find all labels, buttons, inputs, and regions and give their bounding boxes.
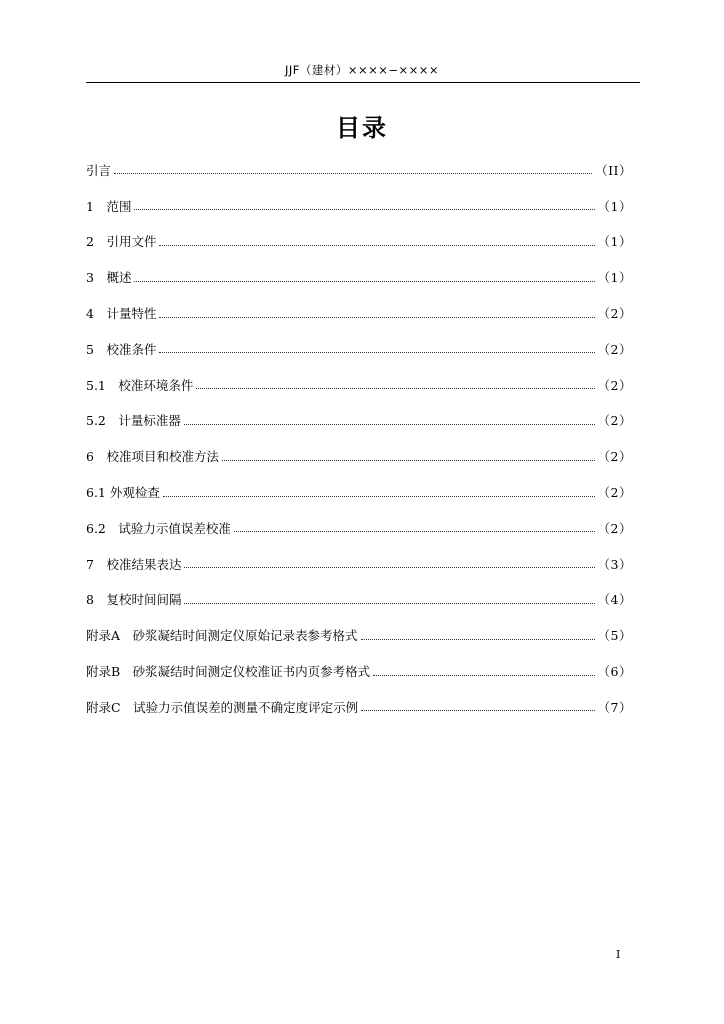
toc-entry-label: 2 引用文件 — [86, 234, 157, 250]
toc-entry-label: 7 校准结果表达 — [86, 556, 182, 572]
toc-entry-label: 6.1 外观检查 — [86, 485, 160, 501]
dot-leader — [159, 245, 594, 246]
dot-leader — [234, 531, 595, 532]
page-title: 目录 — [336, 114, 388, 142]
toc-entry-page: （2） — [597, 306, 632, 322]
toc-entry-recalibration-interval[interactable] — [86, 582, 632, 618]
dot-leader — [361, 639, 595, 640]
toc-entry-page: （2） — [597, 520, 632, 536]
toc-entry-label: 附录B 砂浆凝结时间测定仪校准证书内页参考格式 — [86, 664, 371, 680]
toc-entry-measurement-standards[interactable] — [86, 403, 632, 439]
dot-leader — [159, 317, 594, 318]
toc-entry-label: 5.2 计量标准器 — [86, 413, 181, 429]
dot-leader — [184, 424, 595, 425]
toc-entry-label: 3 概述 — [86, 270, 132, 286]
dot-leader — [184, 603, 594, 604]
toc-entry-label: 5 校准条件 — [86, 341, 157, 357]
dot-leader — [159, 352, 594, 353]
toc-entry-page: （2） — [597, 413, 632, 429]
dot-leader — [184, 567, 594, 568]
toc-entry-page: （7） — [597, 699, 632, 715]
header-divider — [86, 82, 640, 83]
toc-entry-environment-conditions[interactable] — [86, 367, 632, 403]
toc-entry-page: （1） — [597, 270, 632, 286]
toc-entry-label: 附录A 砂浆凝结时间测定仪原始记录表参考格式 — [86, 628, 358, 644]
toc-entry-overview[interactable] — [86, 259, 632, 295]
toc-entry-page: （II） — [595, 162, 632, 178]
toc-entry-appendix-a[interactable] — [86, 617, 632, 653]
toc-entry-calibration-conditions[interactable] — [86, 331, 632, 367]
toc-entry-appendix-c[interactable] — [86, 689, 632, 725]
toc-entry-page: （1） — [597, 234, 632, 250]
dot-leader — [373, 675, 594, 676]
toc-entry-foreword[interactable] — [86, 152, 632, 188]
toc-entry-appendix-b[interactable] — [86, 653, 632, 689]
dot-leader — [163, 496, 595, 497]
toc-entry-visual-inspection[interactable] — [86, 474, 632, 510]
dot-leader — [361, 710, 594, 711]
toc-entry-scope[interactable] — [86, 188, 632, 224]
dot-leader — [134, 209, 594, 210]
dot-leader — [134, 281, 594, 282]
toc-entry-page: （2） — [597, 341, 632, 357]
toc-entry-page: （2） — [597, 377, 632, 393]
dot-leader — [196, 388, 594, 389]
toc-entry-calibration-items-methods[interactable] — [86, 438, 632, 474]
toc-entry-label: 1 范围 — [86, 198, 132, 214]
toc-entry-page: （5） — [597, 628, 632, 644]
toc-entry-references[interactable] — [86, 224, 632, 260]
dot-leader — [114, 173, 592, 174]
toc-entry-label: 4 计量特性 — [86, 306, 157, 322]
toc-entry-label: 附录C 试验力示值误差的测量不确定度评定示例 — [86, 699, 359, 715]
toc-entry-result-expression[interactable] — [86, 546, 632, 582]
toc-entry-page: （2） — [597, 449, 632, 465]
page-number: I — [616, 948, 621, 961]
document-header-code: JJF（建材）××××−×××× — [284, 63, 440, 77]
toc-entry-label: 6 校准项目和校准方法 — [86, 449, 219, 465]
toc-entry-page: （3） — [597, 556, 632, 572]
toc-entry-page: （6） — [597, 664, 632, 680]
toc-entry-label: 8 复校时间间隔 — [86, 592, 182, 608]
toc-entry-metrological-characteristics[interactable] — [86, 295, 632, 331]
toc-entry-page: （2） — [597, 485, 632, 501]
toc-entry-force-indication-error[interactable] — [86, 510, 632, 546]
toc-entry-label: 6.2 试验力示值误差校准 — [86, 520, 231, 536]
toc-entry-page: （4） — [597, 592, 632, 608]
table-of-contents — [86, 152, 632, 725]
toc-entry-label: 引言 — [86, 162, 112, 178]
dot-leader — [222, 460, 595, 461]
toc-entry-page: （1） — [597, 198, 632, 214]
toc-entry-label: 5.1 校准环境条件 — [86, 377, 194, 393]
